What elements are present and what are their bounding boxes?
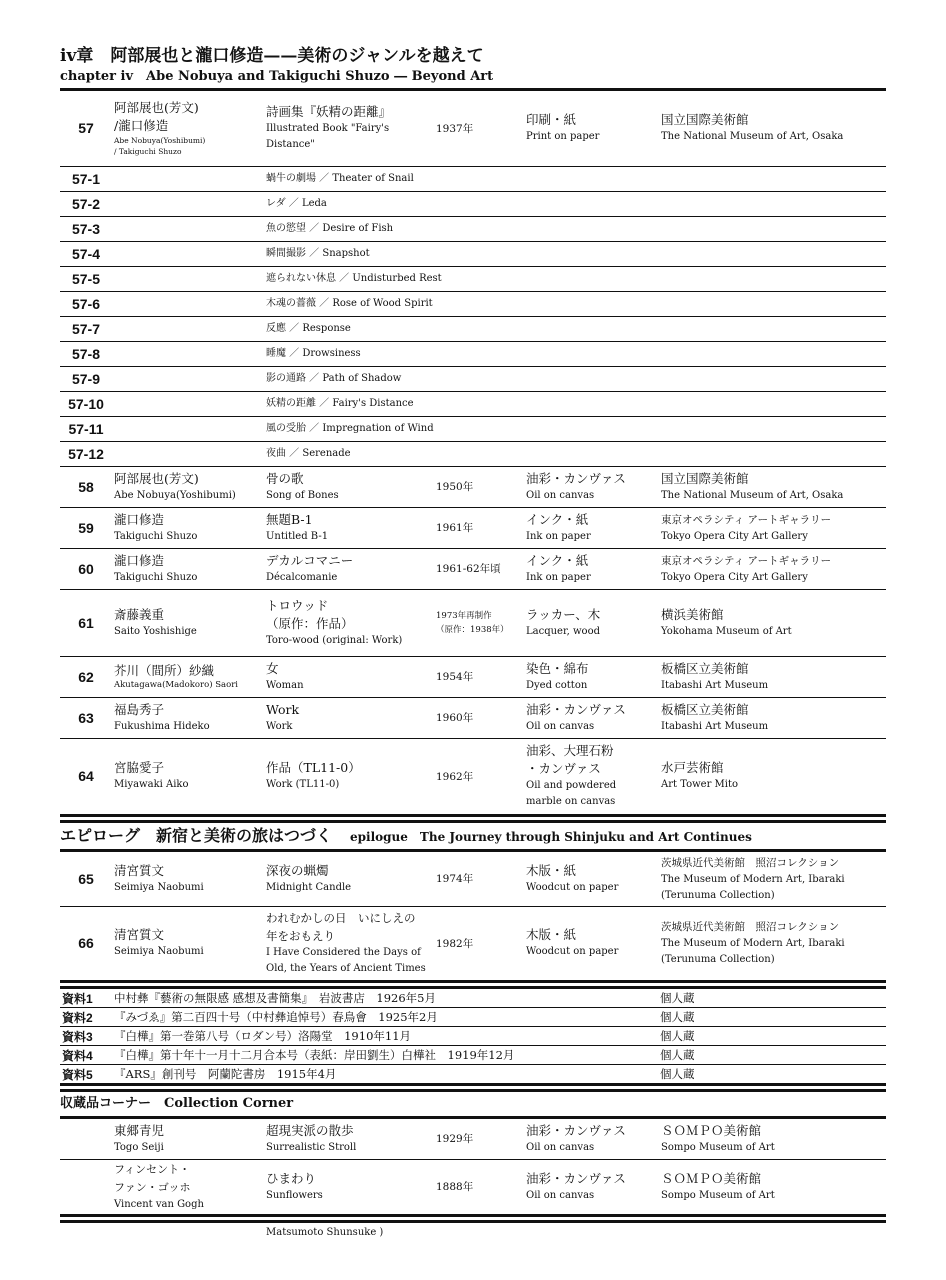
year: 1960年 bbox=[434, 697, 524, 738]
table-row bbox=[60, 1065, 886, 1084]
owner-ja: 国立国際美術館 bbox=[661, 470, 749, 486]
medium-en: Woodcut on paper bbox=[526, 946, 619, 958]
year: 1954年 bbox=[434, 656, 524, 697]
owner-en: The National Museum of Art, Osaka bbox=[661, 131, 844, 143]
owner-ja: 東京オペラシティ アートギャラリー bbox=[661, 554, 832, 567]
subitem-title: 風の受胎 ／ Impregnation of Wind bbox=[264, 416, 886, 441]
artist-name-en: Vincent van Gogh bbox=[114, 1198, 204, 1210]
artist-name-en: Akutagawa(Madokoro) Saori bbox=[114, 680, 239, 690]
owner-en: The National Museum of Art, Osaka bbox=[661, 489, 844, 501]
table-row bbox=[60, 216, 886, 241]
reference-text: 『白樺』第一巻第八号（ロダン号）洛陽堂 1910年11月 bbox=[112, 1027, 658, 1046]
medium-en: Oil on canvas bbox=[526, 1189, 595, 1201]
year: 1950年 bbox=[434, 466, 524, 507]
medium-ja-2: ・カンヴァス bbox=[526, 761, 601, 777]
reference-owner: 個人蔵 bbox=[658, 1046, 886, 1065]
table-row bbox=[60, 366, 886, 391]
owner-ja: 板橋区立美術館 bbox=[661, 701, 749, 717]
work-number: 61 bbox=[60, 589, 112, 656]
subitem-title: 蝸牛の劇場 ／ Theater of Snail bbox=[264, 166, 886, 191]
table-row bbox=[60, 1159, 886, 1214]
owner-en: Tokyo Opera City Art Gallery bbox=[661, 571, 808, 583]
artist-name-ja: 清宮質文 bbox=[114, 927, 165, 943]
medium-en: Oil on canvas bbox=[526, 489, 595, 501]
owner-en: Art Tower Mito bbox=[661, 779, 739, 791]
medium-ja: 油彩・カンヴァス bbox=[526, 1122, 626, 1138]
work-number: 57-5 bbox=[60, 266, 112, 291]
table-row bbox=[60, 416, 886, 441]
collection-title: 収蔵品コーナー Collection Corner bbox=[60, 1096, 294, 1111]
medium-ja: 木版・紙 bbox=[526, 927, 577, 943]
table-row bbox=[60, 697, 886, 738]
title-en: Illustrated Book "Fairy's Distance" bbox=[266, 123, 390, 151]
divider bbox=[60, 1083, 886, 1086]
title-en: Song of Bones bbox=[266, 489, 339, 501]
table-row bbox=[60, 1027, 886, 1046]
collection-heading bbox=[60, 1092, 886, 1116]
subitem-title: 影の通路 ／ Path of Shadow bbox=[264, 366, 886, 391]
reference-text: 『みづゑ』第二百四十号（中村彝追悼号）春鳥會 1925年2月 bbox=[112, 1008, 658, 1027]
medium-ja: インク・紙 bbox=[526, 511, 589, 527]
title-ja-2: （原作：作品） bbox=[266, 615, 354, 631]
collection-table bbox=[60, 1119, 886, 1214]
divider bbox=[60, 1214, 886, 1217]
title-ja: 作品（TL11-0） bbox=[266, 760, 361, 776]
table-row bbox=[60, 906, 886, 980]
artist-name-en: Takiguchi Shuzo bbox=[114, 571, 198, 583]
work-number: 57-11 bbox=[60, 416, 112, 441]
owner-en: Tokyo Opera City Art Gallery bbox=[661, 530, 808, 542]
title-en: Work bbox=[266, 720, 293, 732]
table-row bbox=[60, 291, 886, 316]
epilogue-title-ja: エピローグ 新宿と美術の旅はつづく bbox=[60, 826, 333, 845]
title-en: Woman bbox=[266, 679, 304, 691]
table-row bbox=[60, 441, 886, 466]
table-row bbox=[60, 1046, 886, 1065]
medium-en-2: marble on canvas bbox=[526, 796, 616, 808]
owner-en: Yokohama Museum of Art bbox=[661, 625, 792, 637]
year: 1937年 bbox=[434, 91, 524, 166]
title-ja: 詩画集『妖精の距離』 bbox=[266, 104, 392, 120]
reference-key: 資料4 bbox=[60, 1046, 112, 1065]
year: 1962年 bbox=[436, 770, 474, 783]
reference-key: 資料2 bbox=[60, 1008, 112, 1027]
artist-name-ja: 阿部展也(芳文) bbox=[114, 470, 199, 486]
work-number: 57 bbox=[60, 91, 112, 166]
work-number: 60 bbox=[60, 548, 112, 589]
year: 1961年 bbox=[434, 507, 524, 548]
work-number: 62 bbox=[60, 656, 112, 697]
subitem-title: 反應 ／ Response bbox=[264, 316, 886, 341]
divider bbox=[60, 980, 886, 983]
title-ja: われむかしの日 いにしえの bbox=[266, 911, 416, 926]
artist-name-en: Seimiya Naobumi bbox=[114, 881, 204, 893]
reference-key: 資料1 bbox=[60, 989, 112, 1008]
title-ja: 超現実派の散歩 bbox=[266, 1122, 354, 1138]
owner-ja: 東京オペラシティ アートギャラリー bbox=[661, 513, 832, 526]
title-cell bbox=[264, 91, 434, 166]
work-number: 57-7 bbox=[60, 316, 112, 341]
medium-ja: 油彩・カンヴァス bbox=[526, 1170, 626, 1186]
reference-key: 資料3 bbox=[60, 1027, 112, 1046]
medium-ja: 染色・綿布 bbox=[526, 660, 589, 676]
artist-name-ja: 芥川（間所）紗織 bbox=[114, 663, 215, 678]
chapter-title-en: chapter iv Abe Nobuya and Takiguchi Shuzo ― Beyond Art bbox=[60, 69, 494, 84]
owner-en: Itabashi Art Museum bbox=[661, 679, 769, 691]
table-row bbox=[60, 341, 886, 366]
table-row bbox=[60, 656, 886, 697]
artist-name-ja: 阿部展也(芳文) bbox=[114, 100, 199, 116]
artist-name-ja: 清宮質文 bbox=[114, 862, 165, 878]
medium-ja: 油彩・カンヴァス bbox=[526, 470, 626, 486]
artist-name-en: Fukushima Hideko bbox=[114, 720, 210, 732]
reference-owner: 個人蔵 bbox=[660, 1067, 695, 1081]
table-row bbox=[60, 166, 886, 191]
epilogue-heading bbox=[60, 823, 886, 849]
title-ja: 女 bbox=[266, 660, 279, 676]
artist-name-en: Togo Seiji bbox=[114, 1141, 164, 1153]
artist-name-ja: 東郷青児 bbox=[114, 1122, 165, 1138]
work-number: 66 bbox=[78, 935, 94, 952]
reference-text: 『白樺』第十年十一月十二月合本号（表紙：岸田劉生）白樺社 1919年12月 bbox=[112, 1046, 658, 1065]
medium-ja: 木版・紙 bbox=[526, 862, 577, 878]
work-number: 57-9 bbox=[60, 366, 112, 391]
artist-name-ja: フィンセント・ bbox=[114, 1162, 191, 1176]
work-number: 59 bbox=[60, 507, 112, 548]
chapter-iv-table bbox=[60, 91, 886, 814]
owner-ja: 水戸芸術館 bbox=[661, 760, 724, 776]
artist-name-en: Takiguchi Shuzo bbox=[114, 530, 198, 542]
title-en: I Have Considered the Days of bbox=[266, 947, 421, 959]
divider bbox=[60, 814, 886, 817]
year: 1961-62年頃 bbox=[434, 548, 524, 589]
title-ja: トロウッド bbox=[266, 597, 329, 613]
work-number: 57-2 bbox=[60, 191, 112, 216]
work-number: 64 bbox=[78, 768, 94, 785]
table-row bbox=[60, 852, 886, 906]
title-ja: 無題B-1 bbox=[266, 511, 313, 527]
owner-ja: 国立国際美術館 bbox=[661, 112, 749, 128]
artist-name-en-2: / Takiguchi Shuzo bbox=[114, 147, 182, 157]
table-row bbox=[60, 507, 886, 548]
year: 1929年 bbox=[434, 1119, 524, 1159]
artist-name-ja-2: /瀧口修造 bbox=[114, 118, 169, 134]
year: 1974年 bbox=[434, 852, 524, 906]
subitem-title: 妖精の距離 ／ Fairy's Distance bbox=[264, 391, 886, 416]
title-en: Untitled B-1 bbox=[266, 530, 329, 542]
medium-en: Oil on canvas bbox=[526, 1141, 595, 1153]
table-row bbox=[60, 466, 886, 507]
table-row bbox=[60, 191, 886, 216]
title-en: Work (TL11-0) bbox=[266, 779, 340, 791]
reference-text: 中村彝『藝術の無限感 感想及書簡集』 岩波書店 1926年5月 bbox=[112, 989, 658, 1008]
owner-en: Sompo Museum of Art bbox=[661, 1189, 775, 1201]
work-number: 57-6 bbox=[60, 291, 112, 316]
title-ja-2: 年をおもえり bbox=[266, 929, 335, 944]
owner-en: The Museum of Modern Art, Ibaraki bbox=[661, 873, 845, 885]
exhibition-list-page bbox=[60, 44, 886, 1243]
medium-en: Ink on paper bbox=[526, 571, 591, 583]
work-number: 63 bbox=[60, 697, 112, 738]
work-number: 65 bbox=[60, 852, 112, 906]
work-number: 57-10 bbox=[60, 391, 112, 416]
work-number: 57-8 bbox=[60, 341, 112, 366]
owner-en: The Museum of Modern Art, Ibaraki bbox=[661, 938, 845, 950]
work-number: 58 bbox=[60, 466, 112, 507]
medium-ja: 油彩、大理石粉 bbox=[526, 743, 614, 759]
year-original: （原作：1938年） bbox=[436, 624, 509, 635]
subitem-title: 魚の慾望 ／ Desire of Fish bbox=[264, 216, 886, 241]
subitem-title: 木魂の薔薇 ／ Rose of Wood Spirit bbox=[264, 291, 886, 316]
artist-name-ja: 福島秀子 bbox=[114, 701, 165, 717]
work-number: 57-12 bbox=[60, 441, 112, 466]
artist-name-ja: 斎藤義重 bbox=[114, 606, 165, 622]
table-row bbox=[60, 989, 886, 1008]
epilogue-title-en: epilogue The Journey through Shinjuku and Art Continues bbox=[350, 830, 752, 844]
medium-en: Print on paper bbox=[526, 131, 600, 143]
title-en: Sunflowers bbox=[266, 1189, 323, 1201]
owner-ja: 横浜美術館 bbox=[661, 606, 724, 622]
epilogue-table bbox=[60, 852, 886, 980]
table-row bbox=[60, 266, 886, 291]
medium-ja: インク・紙 bbox=[526, 552, 589, 568]
year: 1973年再制作 bbox=[436, 610, 492, 621]
subitem-title: 瞬間撮影 ／ Snapshot bbox=[264, 241, 886, 266]
year: 1888年 bbox=[436, 1181, 474, 1194]
footer-note: Matsumoto Shunsuke ) bbox=[266, 1227, 384, 1238]
reference-owner: 個人蔵 bbox=[658, 989, 886, 1008]
medium-cell bbox=[524, 91, 659, 166]
artist-cell bbox=[112, 91, 264, 166]
work-number: 57-1 bbox=[60, 166, 112, 191]
title-ja: Work bbox=[266, 701, 300, 717]
reference-key: 資料5 bbox=[62, 1067, 93, 1082]
artist-name-en: Abe Nobuya(Yoshibumi) bbox=[114, 136, 206, 146]
artist-name-ja: 瀧口修造 bbox=[114, 552, 165, 568]
title-ja: 骨の歌 bbox=[266, 470, 304, 486]
work-number: 57-3 bbox=[60, 216, 112, 241]
year: 1982年 bbox=[436, 937, 474, 950]
title-ja: 深夜の蝋燭 bbox=[266, 862, 329, 878]
medium-en: Oil and powdered bbox=[526, 780, 617, 792]
owner-en-2: (Terunuma Collection) bbox=[661, 954, 775, 966]
medium-ja: 印刷・紙 bbox=[526, 112, 577, 128]
subitem-title: 睡魔 ／ Drowsiness bbox=[264, 341, 886, 366]
owner-cell bbox=[659, 91, 886, 166]
artist-name-ja: 宮脇愛子 bbox=[114, 760, 165, 776]
owner-ja: 茨城県近代美術館 照沼コレクション bbox=[661, 856, 840, 869]
title-en: Midnight Candle bbox=[266, 881, 352, 893]
title-ja: デカルコマニー bbox=[266, 552, 354, 568]
table-row bbox=[60, 316, 886, 341]
chapter-title-ja: iv章 阿部展也と瀧口修造——美術のジャンルを越えて bbox=[60, 46, 484, 66]
reference-owner: 個人蔵 bbox=[658, 1027, 886, 1046]
table-row bbox=[60, 1008, 886, 1027]
subitem-title: 夜曲 ／ Serenade bbox=[264, 441, 886, 466]
medium-en: Woodcut on paper bbox=[526, 881, 619, 893]
table-row bbox=[60, 738, 886, 814]
title-en-2: Old, the Years of Ancient Times bbox=[266, 963, 426, 975]
owner-en: Itabashi Art Museum bbox=[661, 720, 769, 732]
title-en: Surrealistic Stroll bbox=[266, 1141, 357, 1153]
owner-ja: 茨城県近代美術館 照沼コレクション bbox=[661, 921, 840, 934]
owner-ja: 板橋区立美術館 bbox=[661, 660, 749, 676]
artist-name-en: Miyawaki Aiko bbox=[114, 779, 189, 791]
table-row bbox=[60, 548, 886, 589]
work-number: 57-4 bbox=[60, 241, 112, 266]
table-row bbox=[60, 391, 886, 416]
table-row bbox=[60, 589, 886, 656]
owner-ja: ＳＯＭＰＯ美術館 bbox=[661, 1170, 762, 1186]
title-en: Toro-wood (original: Work) bbox=[266, 634, 403, 646]
table-row bbox=[60, 91, 886, 166]
artist-name-en: Saito Yoshishige bbox=[114, 625, 197, 637]
medium-en: Dyed cotton bbox=[526, 679, 588, 691]
reference-owner: 個人蔵 bbox=[658, 1008, 886, 1027]
artist-name-ja: 瀧口修造 bbox=[114, 511, 165, 527]
owner-en: Sompo Museum of Art bbox=[661, 1141, 775, 1153]
subitem-title: レダ ／ Leda bbox=[264, 191, 886, 216]
artist-name-en: Abe Nobuya(Yoshibumi) bbox=[114, 489, 236, 501]
artist-name-ja-2: ファン・ゴッホ bbox=[114, 1180, 191, 1194]
subitem-title: 遮られない休息 ／ Undisturbed Rest bbox=[264, 266, 886, 291]
owner-en-2: (Terunuma Collection) bbox=[661, 889, 775, 901]
artist-name-en: Seimiya Naobumi bbox=[114, 946, 204, 958]
medium-en: Lacquer, wood bbox=[526, 625, 601, 637]
medium-ja: 油彩・カンヴァス bbox=[526, 701, 626, 717]
medium-en: Ink on paper bbox=[526, 530, 591, 542]
reference-text: 『ARS』創刊号 阿蘭陀書房 1915年4月 bbox=[114, 1067, 337, 1081]
table-row bbox=[60, 241, 886, 266]
references-table bbox=[60, 989, 886, 1083]
owner-ja: ＳＯＭＰＯ美術館 bbox=[661, 1122, 762, 1138]
medium-ja: ラッカー、木 bbox=[526, 606, 601, 622]
title-en: Décalcomanie bbox=[266, 571, 338, 583]
medium-en: Oil on canvas bbox=[526, 720, 595, 732]
title-ja: ひまわり bbox=[266, 1170, 317, 1186]
table-row bbox=[60, 1119, 886, 1159]
